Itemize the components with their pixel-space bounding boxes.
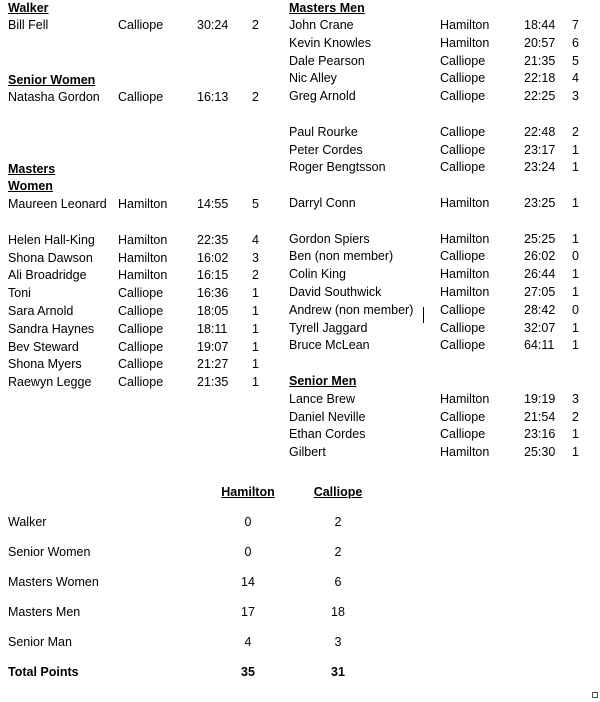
runner-name: Daniel Neville — [289, 409, 366, 424]
runner-club: Calliope — [440, 160, 486, 175]
summary-label: Senior Man — [8, 635, 72, 649]
runner-name: Ethan Cordes — [289, 427, 366, 442]
runner-points: 0 — [572, 302, 579, 317]
runner-points: 1 — [572, 284, 579, 299]
summary-total-row — [8, 662, 598, 692]
table-row — [289, 159, 594, 177]
runner-points: 2 — [572, 409, 579, 424]
runner-points: 5 — [252, 197, 259, 212]
table-row — [289, 409, 594, 427]
table-row — [289, 391, 594, 409]
summary-hamilton: 0 — [244, 515, 252, 529]
runner-name: Maureen Leonard — [8, 197, 107, 212]
runner-club: Calliope — [440, 142, 486, 157]
summary-label: Senior Women — [8, 545, 91, 559]
summary-calliope: 3 — [334, 635, 342, 649]
runner-name: Shona Dawson — [8, 250, 93, 265]
runner-club: Hamilton — [440, 391, 490, 406]
table-row — [289, 35, 594, 53]
runner-club: Calliope — [118, 375, 164, 390]
runner-points: 1 — [572, 338, 579, 353]
table-row — [8, 356, 278, 374]
table-row — [8, 17, 278, 35]
runner-club: Hamilton — [440, 18, 490, 32]
summary-label: Masters Men — [8, 605, 81, 619]
table-row — [289, 266, 594, 284]
runner-points: 7 — [572, 18, 579, 32]
runner-club: Calliope — [440, 409, 486, 424]
runner-points: 1 — [252, 321, 259, 336]
table-row — [289, 320, 594, 338]
runner-club: Hamilton — [440, 35, 490, 50]
runner-club: Calliope — [440, 302, 486, 317]
summary-header-row — [8, 482, 598, 512]
runner-name: Dale Pearson — [289, 53, 365, 68]
runner-time: 26:44 — [524, 267, 556, 282]
runner-time: 25:30 — [524, 445, 556, 460]
runner-points: 1 — [252, 339, 259, 354]
summary-header-calliope: Calliope — [313, 485, 363, 499]
table-row — [8, 321, 278, 339]
runner-club: Hamilton — [118, 197, 168, 212]
runner-club: Calliope — [440, 320, 486, 335]
runner-time: 18:44 — [524, 18, 556, 32]
runner-points: 0 — [572, 249, 579, 264]
runner-time: 30:24 — [197, 18, 229, 32]
runner-time: 22:25 — [524, 89, 556, 104]
runner-points: 2 — [572, 124, 579, 139]
runner-time: 16:15 — [197, 268, 229, 283]
table-row — [289, 88, 594, 106]
masters-men-heading: Masters Men — [289, 1, 365, 15]
runner-club: Hamilton — [440, 267, 490, 282]
table-row — [289, 302, 594, 320]
runner-points: 1 — [252, 303, 259, 318]
points-summary — [8, 482, 598, 692]
summary-row — [8, 572, 598, 602]
runner-club: Calliope — [118, 286, 164, 301]
runner-time: 28:42 — [524, 302, 556, 317]
table-row — [289, 444, 594, 462]
runner-name: Gilbert — [289, 445, 326, 460]
runner-points: 1 — [572, 267, 579, 282]
runner-club: Calliope — [440, 71, 486, 86]
runner-points: 3 — [252, 250, 259, 265]
table-row — [289, 142, 594, 160]
runner-points: 1 — [252, 286, 259, 301]
runner-time: 16:02 — [197, 250, 229, 265]
runner-points: 4 — [252, 232, 259, 247]
runner-club: Hamilton — [118, 250, 168, 265]
runner-club: Hamilton — [118, 232, 168, 247]
right-column — [289, 0, 594, 462]
runner-club: Calliope — [118, 303, 164, 318]
runner-name: Greg Arnold — [289, 89, 356, 104]
summary-label: Masters Women — [8, 575, 99, 589]
table-resize-handle[interactable] — [592, 692, 598, 698]
runner-name: Sandra Haynes — [8, 321, 95, 336]
runner-name: Helen Hall-King — [8, 232, 95, 247]
runner-club: Hamilton — [440, 284, 490, 299]
runner-points: 1 — [572, 195, 579, 210]
runner-time: 21:35 — [197, 375, 229, 390]
runner-time: 20:57 — [524, 35, 556, 50]
summary-label: Walker — [8, 515, 47, 529]
runner-name: Toni — [8, 286, 31, 301]
text-cursor — [423, 307, 424, 323]
total-label: Total Points — [8, 665, 79, 679]
table-row — [8, 267, 278, 285]
runner-name: Bev Steward — [8, 339, 79, 354]
runner-club: Calliope — [440, 53, 486, 68]
runner-time: 22:48 — [524, 124, 556, 139]
masters-women-heading: Masters Women — [8, 162, 56, 194]
table-row — [8, 89, 278, 125]
runner-name: Kevin Knowles — [289, 35, 371, 50]
summary-row — [8, 542, 598, 572]
runner-club: Hamilton — [440, 231, 490, 246]
runner-name: Bill Fell — [8, 18, 49, 32]
runner-name: Tyrell Jaggard — [289, 320, 368, 335]
table-row — [8, 285, 278, 303]
runner-time: 64:11 — [524, 338, 555, 353]
summary-row — [8, 602, 598, 632]
runner-club: Hamilton — [440, 445, 490, 460]
table-row — [8, 196, 278, 232]
runner-name: Raewyn Legge — [8, 375, 92, 390]
summary-hamilton: 0 — [244, 545, 252, 559]
runner-club: Calliope — [440, 249, 486, 264]
runner-name: Lance Brew — [289, 391, 356, 406]
runner-points: 5 — [572, 53, 579, 68]
table-row — [289, 53, 594, 71]
runner-time: 23:25 — [524, 195, 556, 210]
table-row — [289, 248, 594, 266]
runner-points: 1 — [252, 357, 259, 372]
runner-name: John Crane — [289, 18, 354, 32]
runner-club: Calliope — [118, 321, 164, 336]
runner-time: 14:55 — [197, 197, 229, 212]
runner-points: 6 — [572, 35, 579, 50]
runner-time: 18:11 — [197, 321, 228, 336]
runner-name: David Southwick — [289, 284, 382, 299]
runner-club: Calliope — [440, 124, 486, 139]
runner-time: 25:25 — [524, 231, 556, 246]
runner-name: Shona Myers — [8, 357, 82, 372]
runner-club: Calliope — [118, 18, 164, 32]
table-row — [289, 124, 594, 142]
runner-points: 3 — [572, 391, 579, 406]
table-row — [289, 17, 594, 35]
runner-club: Calliope — [118, 89, 164, 104]
runner-time: 19:19 — [524, 391, 556, 406]
total-calliope: 31 — [331, 665, 345, 679]
runner-time: 21:35 — [524, 53, 556, 68]
runner-time: 22:35 — [197, 232, 229, 247]
table-row — [8, 232, 278, 250]
runner-name: Natasha Gordon — [8, 89, 100, 104]
summary-hamilton: 17 — [241, 605, 255, 619]
runner-name: Colin King — [289, 267, 346, 282]
runner-name: Sara Arnold — [8, 303, 74, 318]
summary-header-hamilton: Hamilton — [221, 485, 275, 499]
runner-points: 1 — [572, 320, 579, 335]
summary-hamilton: 4 — [244, 635, 252, 649]
runner-time: 21:27 — [197, 357, 229, 372]
runner-time: 16:36 — [197, 286, 229, 301]
runner-name: Peter Cordes — [289, 142, 363, 157]
summary-row — [8, 632, 598, 662]
runner-time: 19:07 — [197, 339, 229, 354]
runner-points: 2 — [252, 268, 259, 283]
runner-points: 2 — [252, 89, 259, 104]
runner-club: Calliope — [440, 89, 486, 104]
runner-name: Ben (non member) — [289, 249, 394, 264]
runner-time: 23:24 — [524, 160, 556, 175]
senior-women-heading: Senior Women — [8, 72, 96, 87]
runner-club: Calliope — [440, 427, 486, 442]
walker-heading: Walker — [8, 1, 49, 15]
runner-points: 4 — [572, 71, 579, 86]
runner-name: Paul Rourke — [289, 124, 358, 139]
summary-row — [8, 512, 598, 542]
left-column — [8, 0, 278, 392]
total-hamilton: 35 — [241, 665, 255, 679]
runner-time: 18:05 — [197, 303, 229, 318]
runner-club: Hamilton — [440, 195, 490, 210]
runner-name: Bruce McLean — [289, 338, 370, 353]
table-row — [289, 426, 594, 444]
runner-time: 23:17 — [524, 142, 556, 157]
table-row — [8, 374, 278, 392]
runner-name: Darryl Conn — [289, 195, 356, 210]
table-row — [289, 70, 594, 88]
table-row — [8, 303, 278, 321]
table-row — [289, 195, 594, 213]
table-row — [8, 250, 278, 268]
summary-hamilton: 14 — [241, 575, 255, 589]
runner-points: 1 — [572, 160, 579, 175]
runner-name: Andrew (non member) — [289, 302, 414, 317]
runner-time: 23:16 — [524, 427, 556, 442]
runner-time: 27:05 — [524, 284, 556, 299]
runner-name: Gordon Spiers — [289, 231, 370, 246]
summary-calliope: 2 — [334, 545, 342, 559]
runner-points: 1 — [572, 427, 579, 442]
runner-club: Calliope — [440, 338, 486, 353]
runner-time: 22:18 — [524, 71, 556, 86]
runner-club: Hamilton — [118, 268, 168, 283]
summary-calliope: 6 — [334, 575, 342, 589]
table-row — [289, 231, 594, 249]
runner-club: Calliope — [118, 357, 164, 372]
runner-name: Ali Broadridge — [8, 268, 87, 283]
runner-points: 2 — [252, 18, 259, 32]
runner-name: Nic Alley — [289, 71, 337, 86]
runner-points: 1 — [572, 445, 579, 460]
runner-points: 1 — [572, 142, 579, 157]
table-row — [289, 337, 594, 355]
summary-calliope: 2 — [334, 515, 342, 529]
runner-time: 26:02 — [524, 249, 556, 264]
runner-name: Roger Bengtsson — [289, 160, 386, 175]
table-row — [289, 284, 594, 302]
table-row — [8, 339, 278, 357]
runner-time: 32:07 — [524, 320, 556, 335]
runner-time: 16:13 — [197, 89, 229, 104]
senior-men-heading: Senior Men — [289, 373, 357, 388]
summary-calliope: 18 — [331, 605, 345, 619]
runner-time: 21:54 — [524, 409, 556, 424]
runner-points: 1 — [572, 231, 579, 246]
runner-points: 3 — [572, 89, 579, 104]
runner-points: 1 — [252, 375, 259, 390]
runner-club: Calliope — [118, 339, 164, 354]
